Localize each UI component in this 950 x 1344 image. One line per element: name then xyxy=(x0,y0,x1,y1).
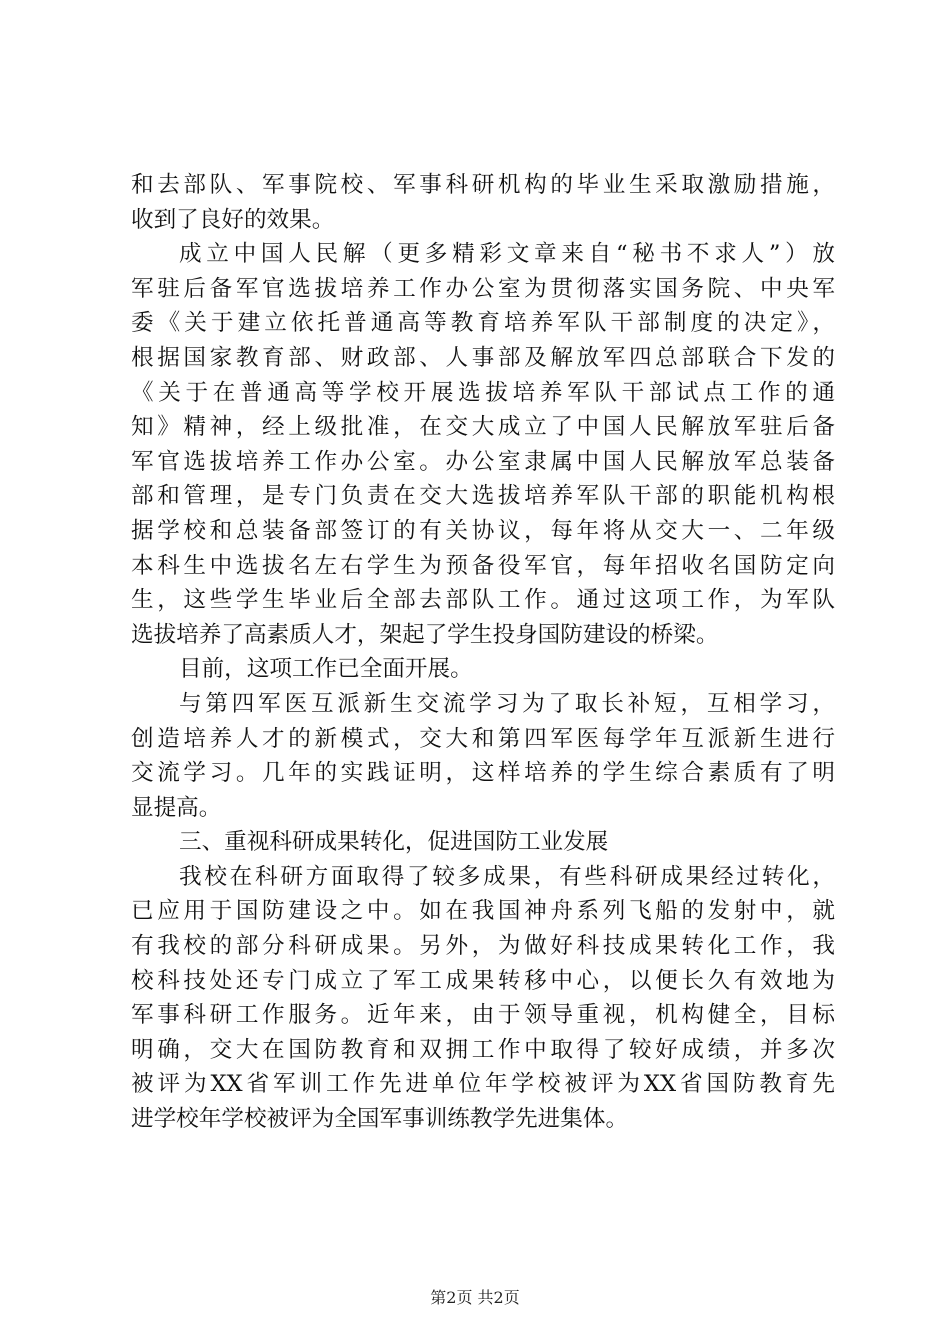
text-line: 军官选拔培养工作办公室。办公室隶属中国人民解放军总装备 xyxy=(131,448,835,475)
text-line: 显提高。 xyxy=(131,794,222,821)
text-line: 选拔培养了高素质人才，架起了学生投身国防建设的桥梁。 xyxy=(131,621,719,648)
text-line: 本科生中选拔名左右学生为预备役军官，每年招收名国防定向 xyxy=(131,552,835,579)
text-line: 创造培养人才的新模式，交大和第四军医每学年互派新生进行 xyxy=(131,725,835,752)
text-line: 生，这些学生毕业后全部去部队工作。通过这项工作，为军队 xyxy=(131,587,835,614)
text-line: 知》精神，经上级批准，在交大成立了中国人民解放军驻后备 xyxy=(131,414,835,441)
paragraph-first-line: 与第四军医互派新生交流学习为了取长补短，互相学习， xyxy=(179,690,835,717)
text-line: 进学校年学校被评为全国军事训练教学先进集体。 xyxy=(131,1106,629,1133)
text-line: 军驻后备军官选拔培养工作办公室为贯彻落实国务院、中央军 xyxy=(131,275,835,302)
text-line: 有我校的部分科研成果。另外，为做好科技成果转化工作，我 xyxy=(131,933,835,960)
text-line: 军事科研工作服务。近年来，由于领导重视，机构健全，目标 xyxy=(131,1002,835,1029)
text-line: 据学校和总装备部签订的有关协议，每年将从交大一、二年级 xyxy=(131,517,835,544)
paragraph-first-line: 目前，这项工作已全面开展。 xyxy=(179,656,473,683)
paragraph-first-line: 成立中国人民解（更多精彩文章来自“秘书不求人”）放 xyxy=(179,241,835,268)
text-line: 根据国家教育部、财政部、人事部及解放军四总部联合下发的 xyxy=(131,344,835,371)
text-line: 《关于在普通高等学校开展选拔培养军队干部试点工作的通 xyxy=(131,379,835,406)
text-line: 明确，交大在国防教育和双拥工作中取得了较好成绩，并多次 xyxy=(131,1036,835,1063)
page-number-footer: 第2页 共2页 xyxy=(430,1288,520,1307)
text-line: 收到了良好的效果。 xyxy=(131,206,335,233)
text-line: 交流学习。几年的实践证明，这样培养的学生综合素质有了明 xyxy=(131,760,835,787)
text-line: 校科技处还专门成立了军工成果转移中心，以便长久有效地为 xyxy=(131,967,835,994)
document-body xyxy=(131,168,835,1137)
text-line: 委《关于建立依托普通高等教育培养军队干部制度的决定》， xyxy=(131,310,835,337)
section-heading: 三、重视科研成果转化，促进国防工业发展 xyxy=(179,829,609,856)
text-line: 和去部队、军事院校、军事科研机构的毕业生采取激励措施， xyxy=(131,172,835,198)
paragraph-first-line: 我校在科研方面取得了较多成果，有些科研成果经过转化， xyxy=(179,863,835,890)
text-line: 已应用于国防建设之中。如在我国神舟系列飞船的发射中，就 xyxy=(131,898,835,925)
text-line: 部和管理，是专门负责在交大选拔培养军队干部的职能机构根 xyxy=(131,483,835,510)
text-line: 被评为XX省军训工作先进单位年学校被评为XX省国防教育先 xyxy=(131,1071,835,1098)
